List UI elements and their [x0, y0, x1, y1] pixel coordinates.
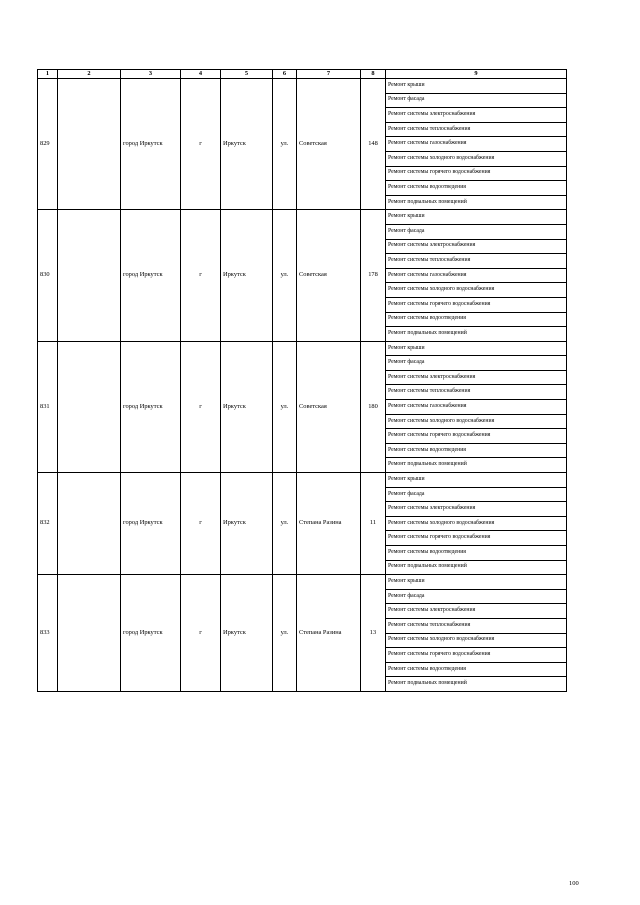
work-type-cell: Ремонт крыши: [386, 341, 567, 356]
work-type-cell: Ремонт системы теплоснабжения: [386, 254, 567, 269]
column-2-cell: [58, 575, 121, 692]
work-type-cell: Ремонт системы газоснабжения: [386, 400, 567, 415]
work-type-cell: Ремонт системы электроснабжения: [386, 502, 567, 517]
work-type-cell: Ремонт системы холодного водоснабжения: [386, 516, 567, 531]
street-cell: Советская: [297, 210, 361, 341]
municipality-cell: город Иркутск: [121, 473, 181, 575]
work-type-cell: Ремонт подвальных помещений: [386, 195, 567, 210]
table-row: [38, 341, 567, 356]
column-header-5: 5: [221, 70, 273, 79]
settlement-cell: Иркутск: [221, 210, 273, 341]
row-number-cell: 829: [38, 79, 58, 210]
row-number-cell: 832: [38, 473, 58, 575]
work-type-cell: Ремонт крыши: [386, 79, 567, 94]
work-type-cell: Ремонт фасада: [386, 356, 567, 371]
settlement-cell: Иркутск: [221, 341, 273, 472]
work-type-cell: Ремонт фасада: [386, 93, 567, 108]
work-type-cell: Ремонт фасада: [386, 589, 567, 604]
row-number-cell: 830: [38, 210, 58, 341]
work-type-cell: Ремонт системы горячего водоснабжения: [386, 297, 567, 312]
page-number: 100: [569, 880, 579, 887]
work-type-cell: Ремонт системы электроснабжения: [386, 108, 567, 123]
work-type-cell: Ремонт системы водоотведения: [386, 312, 567, 327]
work-type-cell: Ремонт подвальных помещений: [386, 458, 567, 473]
municipality-cell: город Иркутск: [121, 79, 181, 210]
work-type-cell: Ремонт подвальных помещений: [386, 677, 567, 692]
work-type-cell: Ремонт системы газоснабжения: [386, 137, 567, 152]
work-type-cell: Ремонт системы холодного водоснабжения: [386, 633, 567, 648]
settlement-type-cell: г: [181, 473, 221, 575]
work-type-cell: Ремонт системы водоотведения: [386, 181, 567, 196]
work-type-cell: Ремонт системы электроснабжения: [386, 604, 567, 619]
table-row: [38, 79, 567, 94]
municipality-cell: город Иркутск: [121, 341, 181, 472]
house-number-cell: 178: [361, 210, 386, 341]
work-type-cell: Ремонт системы водоотведения: [386, 443, 567, 458]
work-type-cell: Ремонт системы теплоснабжения: [386, 122, 567, 137]
street-type-cell: ул.: [273, 210, 297, 341]
house-number-cell: 13: [361, 575, 386, 692]
work-type-cell: Ремонт крыши: [386, 210, 567, 225]
municipality-cell: город Иркутск: [121, 210, 181, 341]
work-type-cell: Ремонт системы электроснабжения: [386, 239, 567, 254]
work-type-cell: Ремонт фасада: [386, 487, 567, 502]
repair-program-table: [37, 69, 567, 692]
house-number-cell: 11: [361, 473, 386, 575]
street-cell: Степана Разина: [297, 473, 361, 575]
column-header-1: 1: [38, 70, 58, 79]
settlement-type-cell: г: [181, 210, 221, 341]
column-2-cell: [58, 473, 121, 575]
street-type-cell: ул.: [273, 341, 297, 472]
work-type-cell: Ремонт системы электроснабжения: [386, 370, 567, 385]
work-type-cell: Ремонт подвальных помещений: [386, 327, 567, 342]
street-type-cell: ул.: [273, 575, 297, 692]
work-type-cell: Ремонт системы газоснабжения: [386, 268, 567, 283]
column-header-4: 4: [181, 70, 221, 79]
row-number-cell: 833: [38, 575, 58, 692]
work-type-cell: Ремонт системы горячего водоснабжения: [386, 166, 567, 181]
work-type-cell: Ремонт крыши: [386, 473, 567, 488]
street-type-cell: ул.: [273, 473, 297, 575]
work-type-cell: Ремонт системы холодного водоснабжения: [386, 414, 567, 429]
work-type-cell: Ремонт системы горячего водоснабжения: [386, 648, 567, 663]
street-type-cell: ул.: [273, 79, 297, 210]
work-type-cell: Ремонт системы горячего водоснабжения: [386, 429, 567, 444]
column-header-6: 6: [273, 70, 297, 79]
table-body: [38, 79, 567, 692]
municipality-cell: город Иркутск: [121, 575, 181, 692]
work-type-cell: Ремонт системы холодного водоснабжения: [386, 283, 567, 298]
settlement-type-cell: г: [181, 341, 221, 472]
street-cell: Советская: [297, 341, 361, 472]
settlement-cell: Иркутск: [221, 79, 273, 210]
work-type-cell: Ремонт системы теплоснабжения: [386, 618, 567, 633]
street-cell: Степана Разина: [297, 575, 361, 692]
column-header-8: 8: [361, 70, 386, 79]
column-2-cell: [58, 341, 121, 472]
settlement-type-cell: г: [181, 79, 221, 210]
work-type-cell: Ремонт подвальных помещений: [386, 560, 567, 575]
work-type-cell: Ремонт системы водоотведения: [386, 662, 567, 677]
column-2-cell: [58, 210, 121, 341]
row-number-cell: 831: [38, 341, 58, 472]
column-header-3: 3: [121, 70, 181, 79]
work-type-cell: Ремонт системы горячего водоснабжения: [386, 531, 567, 546]
column-header-7: 7: [297, 70, 361, 79]
house-number-cell: 180: [361, 341, 386, 472]
house-number-cell: 148: [361, 79, 386, 210]
table-row: [38, 575, 567, 590]
column-2-cell: [58, 79, 121, 210]
work-type-cell: Ремонт фасада: [386, 224, 567, 239]
settlement-cell: Иркутск: [221, 473, 273, 575]
work-type-cell: Ремонт системы холодного водоснабжения: [386, 151, 567, 166]
settlement-cell: Иркутск: [221, 575, 273, 692]
header-row: [38, 70, 567, 79]
table-row: [38, 473, 567, 488]
work-type-cell: Ремонт крыши: [386, 575, 567, 590]
column-header-2: 2: [58, 70, 121, 79]
work-type-cell: Ремонт системы теплоснабжения: [386, 385, 567, 400]
work-type-cell: Ремонт системы водоотведения: [386, 546, 567, 561]
column-header-9: 9: [386, 70, 567, 79]
table-row: [38, 210, 567, 225]
street-cell: Советская: [297, 79, 361, 210]
settlement-type-cell: г: [181, 575, 221, 692]
